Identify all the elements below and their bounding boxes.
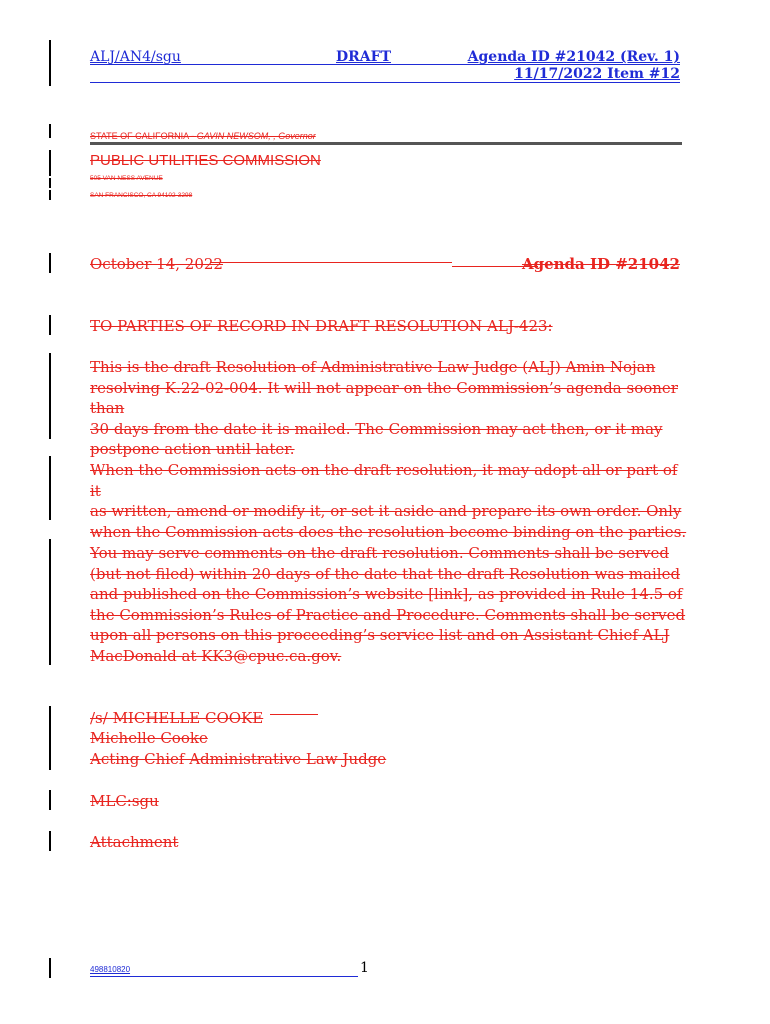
paragraph-line: (but not filed) within 20 days of the date that the draft Resolution was mailed <box>90 564 681 583</box>
paragraph-line: This is the draft Resolution of Administrative Law Judge (ALJ) Amin Nojan <box>90 358 656 376</box>
signer-title: Acting Chief Administrative Law Judge <box>90 750 387 768</box>
header-docket: ALJ/AN4/sgu <box>90 49 181 65</box>
paragraph-line: When the Commission acts on the draft resolution, it may adopt all or part of it <box>90 461 678 500</box>
change-bar <box>49 315 51 335</box>
initials: MLC:sgu <box>90 792 159 810</box>
change-bar <box>49 353 51 439</box>
change-bar <box>49 456 51 520</box>
paragraph-line: upon all persons on this proceeding’s service list and on Assistant Chief ALJ <box>90 626 670 644</box>
agenda-strike-line <box>452 266 538 267</box>
commission-name: PUBLIC UTILITIES COMMISSION <box>90 152 321 169</box>
paragraph-3 <box>90 543 690 666</box>
change-bar <box>49 706 51 770</box>
change-bar <box>49 190 51 200</box>
paragraph-line: and published on the Commission’s website [link], as provided in Rule 14.5 of <box>90 585 683 603</box>
change-bar <box>49 831 51 851</box>
to-parties-line: TO PARTIES OF RECORD IN DRAFT RESOLUTION ALJ-423: <box>90 317 553 335</box>
letterhead-rule <box>90 142 682 145</box>
paragraph-line: 30 days from the date it is mailed. The Commission may act then, or it may <box>90 419 663 438</box>
paragraph-line: You may serve comments on the draft resolution. Comments shall be served <box>90 544 669 562</box>
header-agenda-id: Agenda ID #21042 (Rev. 1) <box>467 49 680 65</box>
paragraph-line: when the Commission acts does the resolution become binding on the parties. <box>90 522 687 541</box>
paragraph-line: postpone action until later. <box>90 440 295 458</box>
letter-agenda-id: Agenda ID #21042 <box>521 255 680 273</box>
change-bar <box>49 790 51 810</box>
signature: /s/ MICHELLE COOKE <box>90 709 264 727</box>
signature-line <box>270 714 318 715</box>
change-bar <box>49 958 51 978</box>
paragraph-2 <box>90 460 690 542</box>
footer-rule <box>90 976 358 977</box>
date-strike-line <box>210 262 452 263</box>
page-number: 1 <box>360 960 369 976</box>
footer-doc-number: 498810820 <box>90 965 131 974</box>
change-bar <box>49 40 51 86</box>
paragraph-line: the Commission’s Rules of Practice and Procedure. Comments shall be served <box>90 605 686 624</box>
attachment-label: Attachment <box>90 833 179 851</box>
signer-name: Michelle Cooke <box>90 729 208 747</box>
header-draft-label: DRAFT <box>336 49 391 65</box>
letterhead-state: STATE OF CALIFORNIA - GAVIN NEWSOM, , Governor <box>90 131 316 141</box>
paragraph-1 <box>90 357 690 460</box>
address-line-1: 505 VAN NESS AVENUE <box>90 175 163 182</box>
header-date-item: 11/17/2022 Item #12 <box>514 66 680 82</box>
paragraph-line: as written, amend or modify it, or set it aside and prepare its own order. Only <box>90 502 682 520</box>
letter-date: October 14, 2022 <box>90 255 223 273</box>
change-bar <box>49 124 51 138</box>
paragraph-line: MacDonald at KK3@cpuc.ca.gov. <box>90 646 342 665</box>
change-bar <box>49 539 51 665</box>
header-underline <box>90 82 680 83</box>
change-bar <box>49 178 51 188</box>
change-bar <box>49 253 51 273</box>
paragraph-line: resolving K.22-02-004. It will not appear on the Commission’s agenda sooner than <box>90 378 678 417</box>
header-underline <box>90 64 680 65</box>
address-line-2: SAN FRANCISCO, CA 94102-3298 <box>90 192 193 199</box>
change-bar <box>49 150 51 176</box>
